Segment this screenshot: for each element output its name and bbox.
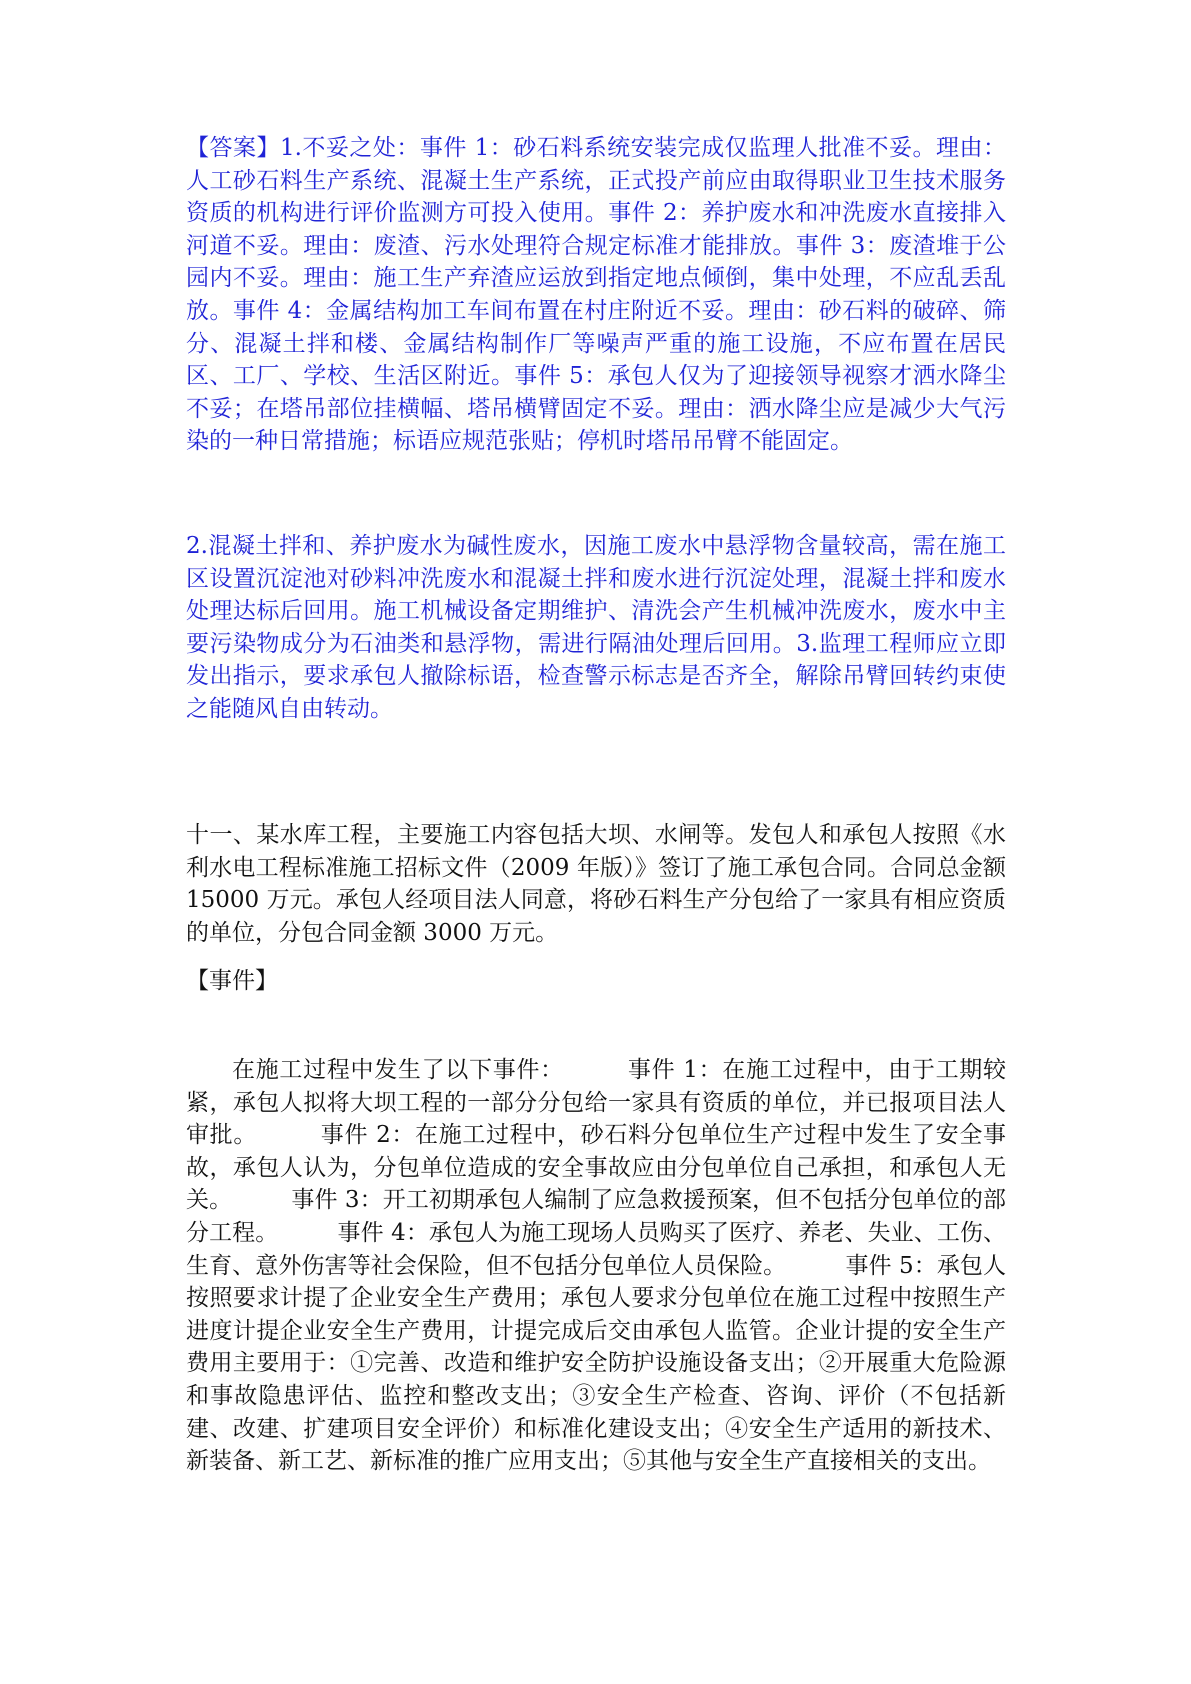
answer-paragraph-2: 2.混凝土拌和、养护废水为碱性废水，因施工废水中悬浮物含量较高，需在施工区设置沉淀池对砂料冲洗废水和混凝土拌和废水进行沉淀处理，混凝土拌和废水处理达标后回用。施工机械设备定期维护、清洗会产生机械冲洗废水，废水中主要污染物成分为石油类和悬浮物，需进行隔油处理后回用。3.监理工程师应立即发出指示，要求承包人撤除标语，检查警示标志是否齐全，解除吊臂回转约束使之能随风自由转动。 <box>186 533 1006 722</box>
question-intro: 十一、某水库工程，主要施工内容包括大坝、水闸等。发包人和承包人按照《水利水电工程标准施工招标文件（2009 年版）》签订了施工承包合同。合同总金额 15000 万元。承包人经项目法人同意，将砂石料生产分包给了一家具有相应资质的单位，分包合同金额 3000 万元。 <box>186 822 1006 946</box>
events-paragraph: 在施工过程中发生了以下事件： 事件 1：在施工过程中，由于工期较紧，承包人拟将大坝工程的一部分分包给一家具有资质的单位，并已报项目法人审批。 事件 2：在施工过程中，砂石料分包单位生产过程中发生了安全事故，承包人认为，分包单位造成的安全事故应由分包单位自己承担，和承包人无关。 事件 3：开工初期承包人编制了应急救援预案，但不包括分包单位的部分工程。 事件 4：承包人为施工现场人员购买了医疗、养老、失业、工伤、生育、意外伤害等社会保险，但不包括分包单位人员保险。 事件 5：承包人按照要求计提了企业安全生产费用；承包人要求分包单位在施工过程中按照生产进度计提企业安全生产费用，计提完成后交由承包人监管。企业计提的安全生产费用主要用于：①完善、改造和维护安全防护设施设备支出；②开展重大危险源和事故隐患评估、监控和整改支出；③安全生产检查、咨询、评价（不包括新建、改建、扩建项目安全评价）和标准化建设支出；④安全生产适用的新技术、新装备、新工艺、新标准的推广应用支出；⑤其他与安全生产直接相关的支出。 <box>186 1057 1006 1475</box>
event-heading: 【事件】 <box>186 968 278 994</box>
answer-paragraph-1: 【答案】1.不妥之处：事件 1：砂石料系统安装完成仅监理人批准不妥。理由：人工砂石料生产系统、混凝土生产系统，正式投产前应由取得职业卫生技术服务资质的机构进行评价监测方可投入使用。事件 2：养护废水和冲洗废水直接排入河道不妥。理由：废渣、污水处理符合规定标准才能排放。事件 3：废渣堆于公园内不妥。理由：施工生产弃渣应运放到指定地点倾倒，集中处理，不应乱丢乱放。事件 4：金属结构加工车间布置在村庄附近不妥。理由：砂石料的破碎、筛分、混凝土拌和楼、金属结构制作厂等噪声严重的施工设施，不应布置在居民区、工厂、学校、生活区附近。事件 5：承包人仅为了迎接领导视察才洒水降尘不妥；在塔吊部位挂横幅、塔吊横臂固定不妥。理由：洒水降尘应是减少大气污染的一种日常措施；标语应规范张贴；停机时塔吊吊臂不能固定。 <box>186 135 1006 455</box>
